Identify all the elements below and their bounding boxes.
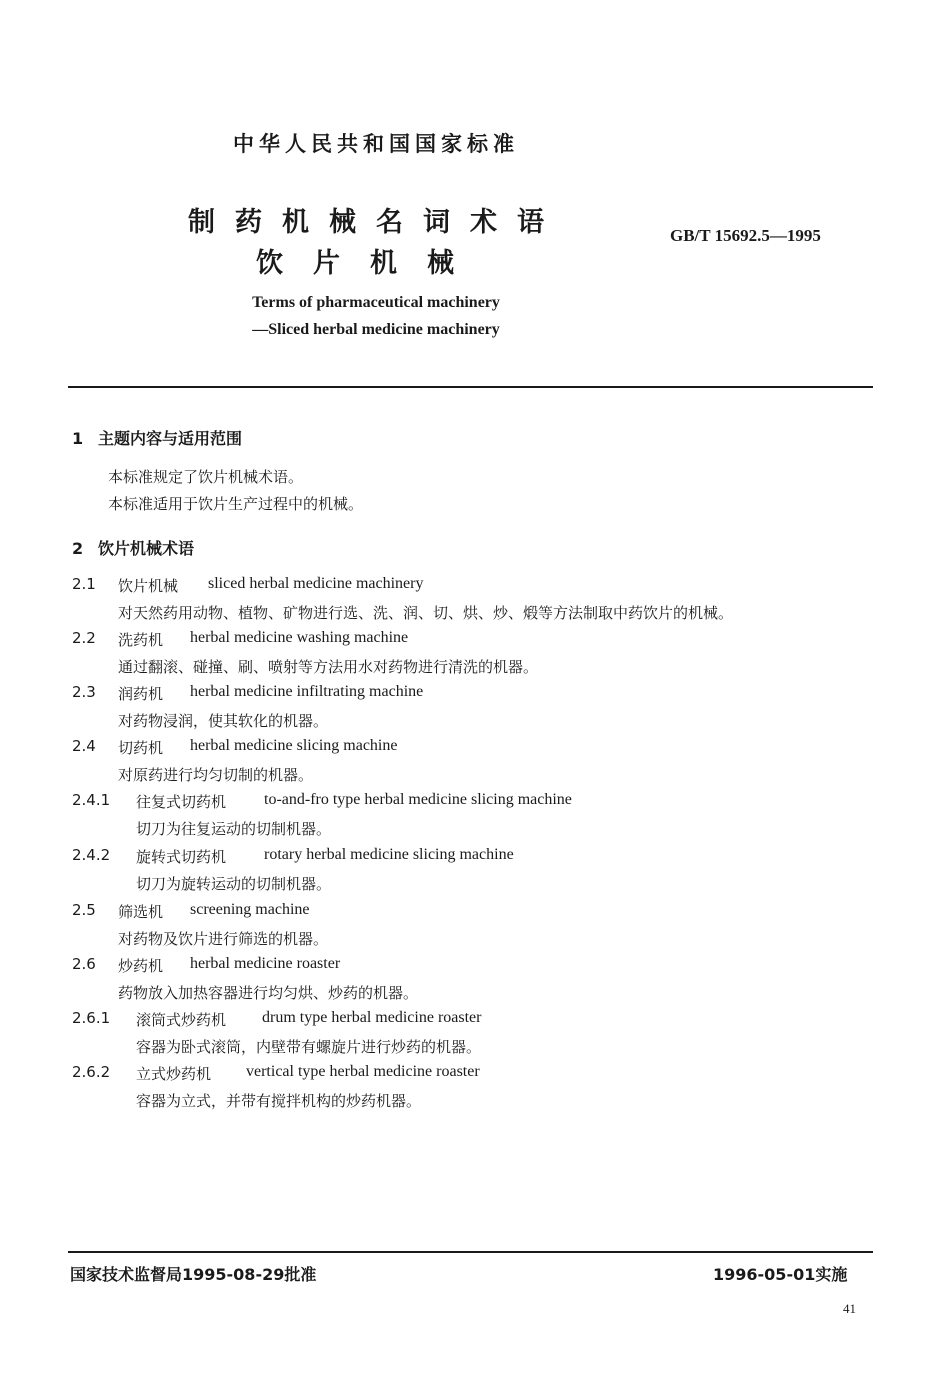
header-divider xyxy=(68,386,873,388)
national-standard-heading: 中华人民共和国国家标准 xyxy=(233,132,519,156)
section-1-number: 1 xyxy=(72,429,84,448)
term-english: screening machine xyxy=(190,901,310,918)
term-english: rotary herbal medicine slicing machine xyxy=(264,846,514,863)
term-chinese: 炒药机 xyxy=(118,957,164,975)
term-row xyxy=(72,846,832,868)
term-definition: 药物放入加热容器进行均匀烘、炒药的机器。 xyxy=(118,984,419,1002)
term-chinese: 润药机 xyxy=(118,685,164,703)
term-number: 2.2 xyxy=(72,629,96,647)
term-english: drum type herbal medicine roaster xyxy=(262,1009,482,1026)
term-english: herbal medicine infiltrating machine xyxy=(190,683,424,700)
term-row xyxy=(72,791,832,813)
term-number: 2.4.1 xyxy=(72,791,111,809)
term-chinese: 立式炒药机 xyxy=(136,1065,212,1083)
term-number: 2.3 xyxy=(72,683,96,701)
document-subtitle: 饮片机械 xyxy=(256,248,484,279)
term-definition: 对原药进行均匀切制的机器。 xyxy=(118,766,314,784)
approval-date: 国家技术监督局1995-08-29批准 xyxy=(70,1265,317,1284)
section-1-title: 主题内容与适用范围 xyxy=(98,429,243,448)
section-1-paragraph: 本标准规定了饮片机械术语。 xyxy=(108,468,304,486)
term-english: to-and-fro type herbal medicine slicing machine xyxy=(264,791,572,808)
section-2-heading xyxy=(72,536,194,559)
english-subtitle: —Sliced herbal medicine machinery xyxy=(252,321,500,338)
document-title: 制药机械名词术语 xyxy=(188,207,564,238)
term-number: 2.6.1 xyxy=(72,1009,111,1027)
term-definition: 对药物浸润，使其软化的机器。 xyxy=(118,712,329,730)
section-2-title: 饮片机械术语 xyxy=(98,539,195,558)
term-number: 2.6.2 xyxy=(72,1063,111,1081)
term-row xyxy=(72,737,832,759)
term-row xyxy=(72,629,832,651)
term-number: 2.6 xyxy=(72,955,96,973)
term-chinese: 筛选机 xyxy=(118,903,164,921)
term-number: 2.1 xyxy=(72,575,96,593)
term-definition: 对药物及饮片进行筛选的机器。 xyxy=(118,930,329,948)
term-number: 2.4 xyxy=(72,737,96,755)
term-row xyxy=(72,1009,832,1031)
english-title: Terms of pharmaceutical machinery xyxy=(252,294,500,311)
term-row xyxy=(72,683,832,705)
term-row xyxy=(72,955,832,977)
implementation-date: 1996-05-01实施 xyxy=(713,1265,848,1284)
term-definition: 通过翻滚、碰撞、刷、喷射等方法用水对药物进行清洗的机器。 xyxy=(118,658,539,676)
term-english: herbal medicine roaster xyxy=(190,955,341,972)
term-english: vertical type herbal medicine roaster xyxy=(246,1063,480,1080)
term-chinese: 旋转式切药机 xyxy=(136,848,227,866)
term-definition: 切刀为旋转运动的切制机器。 xyxy=(136,875,332,893)
term-number: 2.5 xyxy=(72,901,96,919)
term-chinese: 滚筒式炒药机 xyxy=(136,1011,227,1029)
footer-divider xyxy=(68,1251,873,1253)
term-number: 2.4.2 xyxy=(72,846,111,864)
term-definition: 容器为卧式滚筒，内壁带有螺旋片进行炒药的机器。 xyxy=(136,1038,482,1056)
term-definition: 容器为立式，并带有搅拌机构的炒药机器。 xyxy=(136,1092,422,1110)
page-number: 41 xyxy=(843,1301,856,1316)
term-english: herbal medicine slicing machine xyxy=(190,737,398,754)
section-2-number: 2 xyxy=(72,539,84,558)
term-english: herbal medicine washing machine xyxy=(190,629,409,646)
term-chinese: 切药机 xyxy=(118,739,164,757)
term-chinese: 洗药机 xyxy=(118,631,164,649)
term-english: sliced herbal medicine machinery xyxy=(208,575,424,592)
section-1-heading xyxy=(72,426,242,449)
term-row xyxy=(72,575,832,597)
term-chinese: 饮片机械 xyxy=(118,577,179,595)
term-definition: 对天然药用动物、植物、矿物进行选、洗、润、切、烘、炒、煅等方法制取中药饮片的机械。 xyxy=(118,604,734,622)
standard-number: GB/T 15692.5—1995 xyxy=(670,226,821,245)
term-row xyxy=(72,1063,832,1085)
term-chinese: 往复式切药机 xyxy=(136,793,227,811)
term-row xyxy=(72,901,832,923)
term-definition: 切刀为往复运动的切制机器。 xyxy=(136,820,332,838)
section-1-paragraph: 本标准适用于饮片生产过程中的机械。 xyxy=(108,495,364,513)
